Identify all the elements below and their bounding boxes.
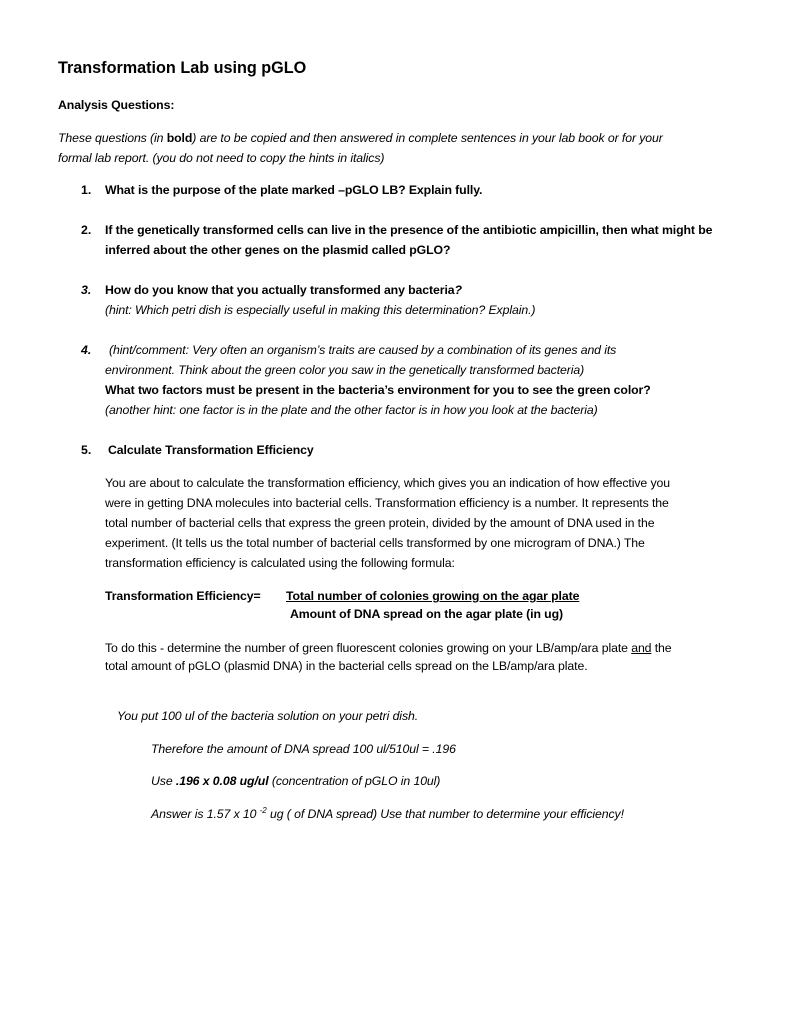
question-4-text: What two factors must be present in the bacteria’s environment for you to see the green color? <box>105 383 651 397</box>
efficiency-para-line: were in getting DNA molecules into bacterial cells. Transformation efficiency is a number. It represents the <box>105 496 669 510</box>
question-number: 1. <box>81 183 92 197</box>
question-5-heading: Calculate Transformation Efficiency <box>108 443 314 457</box>
question-number: 3. <box>81 283 92 297</box>
question-3-body: How do you know that you actually transformed any bacteria <box>105 283 455 297</box>
question-number: 2. <box>81 223 92 237</box>
dna-put-line: You put 100 ul of the bacteria solution on your petri dish. <box>117 709 419 723</box>
todo-line-2: total amount of pGLO (plasmid DNA) in the bacterial cells spread on the LB/amp/ara plate. <box>105 659 588 673</box>
intro-bold-word: bold <box>166 131 193 145</box>
answer-exponent: -2 <box>259 805 267 815</box>
question-3-text <box>105 280 462 300</box>
use-text: (concentration of pGLO in 10ul) <box>268 774 441 788</box>
intro-line-2: formal lab report. (you do not need to copy the hints in italics) <box>58 151 385 165</box>
analysis-heading: Analysis Questions: <box>58 98 175 112</box>
question-4-hint-1: (hint/comment: Very often an organism’s traits are caused by a combination of its genes and its <box>109 343 617 357</box>
todo-text: the <box>651 641 672 655</box>
answer-text: Answer is 1.57 x 10 <box>151 807 260 821</box>
efficiency-para-line: transformation efficiency is calculated using the following formula: <box>105 556 455 570</box>
efficiency-para-line: total number of bacterial cells that express the green protein, divided by the amount of DNA used in the <box>105 516 655 530</box>
intro-text: ) are to be copied and then answered in complete sentences in your lab book or for your <box>192 131 663 145</box>
efficiency-para-line: You are about to calculate the transformation efficiency, which gives you an indication of how effective you <box>105 476 670 490</box>
question-3-mark: ? <box>454 283 462 297</box>
formula-label: Transformation Efficiency= <box>105 589 261 603</box>
question-4-hint-2: environment. Think about the green color you saw in the genetically transformed bacteria) <box>105 363 585 377</box>
question-number: 5. <box>81 443 92 457</box>
question-3-hint: (hint: Which petri dish is especially useful in making this determination? Explain.) <box>105 303 536 317</box>
formula-numerator: Total number of colonies growing on the agar plate <box>286 589 580 603</box>
efficiency-para-line: experiment. (It tells us the total number of bacterial cells transformed by one microgram of DNA.) The <box>105 536 645 550</box>
page-title: Transformation Lab using pGLO <box>58 59 307 77</box>
dna-answer-line <box>151 804 624 824</box>
question-4-hint-3: (another hint: one factor is in the plate and the other factor is in how you look at the bacteria) <box>105 403 598 417</box>
todo-line-1 <box>105 638 672 658</box>
question-number: 4. <box>81 343 92 357</box>
formula-denominator: Amount of DNA spread on the agar plate (in ug) <box>290 607 563 621</box>
dna-use-line <box>151 771 440 791</box>
question-2-line-1: If the genetically transformed cells can live in the presence of the antibiotic ampicillin, then what might be <box>105 223 713 237</box>
use-bold-value: .196 x 0.08 ug/ul <box>175 774 269 788</box>
todo-text: To do this - determine the number of green fluorescent colonies growing on your LB/amp/ara plate <box>105 641 632 655</box>
question-1-text: What is the purpose of the plate marked –pGLO LB? Explain fully. <box>105 183 483 197</box>
question-2-line-2: inferred about the other genes on the plasmid called pGLO? <box>105 243 451 257</box>
dna-therefore-line: Therefore the amount of DNA spread 100 ul/510ul = .196 <box>151 742 456 756</box>
use-text: Use <box>151 774 176 788</box>
intro-text: These questions (in <box>58 131 167 145</box>
todo-underlined-word: and <box>631 641 652 655</box>
intro-line-1 <box>58 128 663 148</box>
answer-text: ug ( of DNA spread) Use that number to determine your efficiency! <box>266 807 624 821</box>
